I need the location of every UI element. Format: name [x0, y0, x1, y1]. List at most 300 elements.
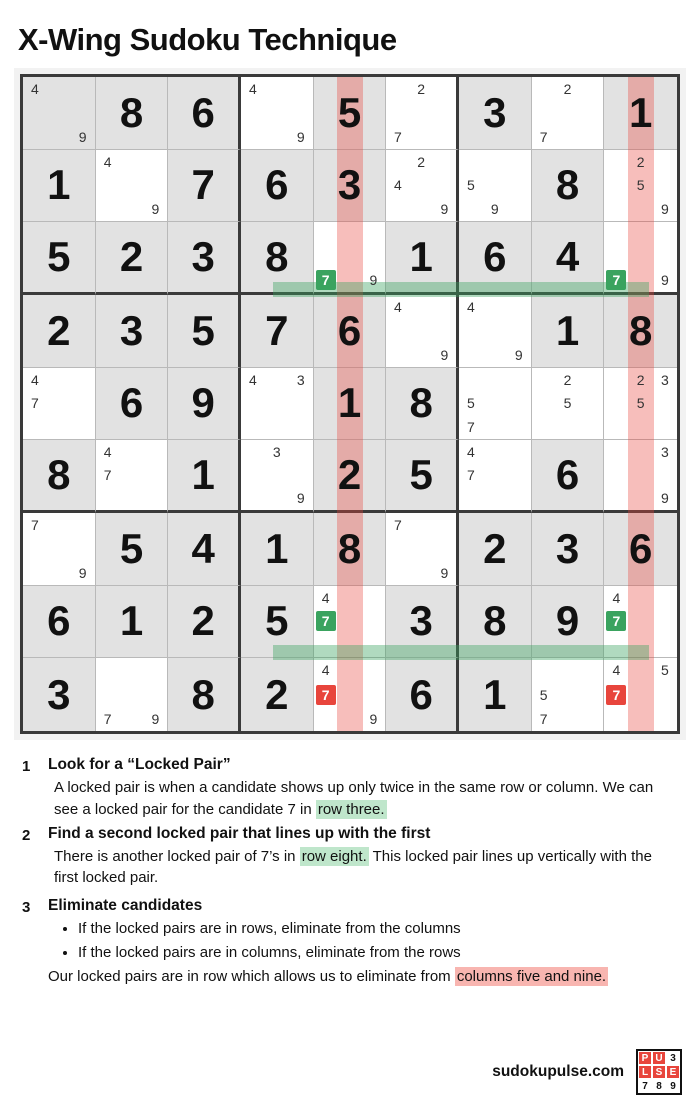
- bullet-item: • If the locked pairs are in rows, eliminate from the columns: [78, 918, 678, 941]
- cell-value: 8: [265, 233, 289, 281]
- candidate: 5: [467, 395, 475, 412]
- step-2: [22, 825, 678, 890]
- candidate: 4: [612, 589, 621, 606]
- candidate-highlight-green: 7: [316, 611, 336, 631]
- cell-value: 3: [409, 597, 433, 645]
- candidate: 4: [31, 371, 39, 388]
- sudoku-cell[interactable]: [314, 586, 387, 659]
- candidate: [579, 658, 603, 682]
- sudoku-cell[interactable]: [96, 513, 169, 586]
- candidate: [604, 368, 628, 392]
- candidate: [265, 392, 289, 416]
- candidate: 3: [296, 371, 305, 388]
- sudoku-cell[interactable]: [532, 658, 605, 731]
- sudoku-cell[interactable]: [23, 295, 96, 368]
- candidate: [604, 246, 628, 269]
- step-highlight: row eight.: [301, 847, 367, 865]
- candidate: 4: [467, 443, 475, 460]
- candidate: [338, 610, 362, 634]
- candidate: [361, 683, 385, 707]
- candidate: [629, 487, 653, 510]
- candidate: 7: [467, 419, 475, 436]
- sudoku-cell[interactable]: [241, 77, 314, 150]
- cell-value: 6: [47, 597, 71, 645]
- step-title: Find a second locked pair that lines up with the first: [48, 824, 431, 842]
- candidate: [579, 368, 603, 392]
- candidate: [604, 392, 628, 416]
- candidate: [71, 101, 95, 125]
- cell-value: 8: [409, 379, 433, 427]
- cell-value: 6: [409, 670, 433, 718]
- candidate: [556, 658, 580, 682]
- sudoku-cell[interactable]: [168, 222, 241, 295]
- candidate: [604, 707, 628, 731]
- candidate: [338, 222, 362, 245]
- candidate: [459, 319, 483, 343]
- candidate: [433, 150, 456, 174]
- candidate: 5: [563, 395, 572, 412]
- candidate: [71, 77, 95, 101]
- candidate: [47, 392, 71, 416]
- cell-value: 1: [265, 524, 289, 572]
- candidate: [604, 683, 628, 707]
- candidate: [604, 415, 628, 439]
- candidate: 4: [612, 662, 621, 679]
- sudoku-cell[interactable]: [532, 77, 605, 150]
- sudoku-cell[interactable]: [604, 222, 677, 295]
- candidate: [289, 392, 313, 416]
- sudoku-cell[interactable]: [604, 586, 677, 659]
- candidate: [71, 392, 95, 416]
- candidate: [629, 440, 653, 463]
- candidate: [338, 683, 362, 707]
- candidate: 7: [394, 128, 402, 145]
- cell-value: 2: [265, 670, 289, 718]
- candidate: [483, 343, 507, 367]
- sudoku-cell[interactable]: [459, 513, 532, 586]
- candidate: [96, 487, 120, 510]
- sudoku-cell[interactable]: [241, 295, 314, 368]
- sudoku-cell[interactable]: [96, 586, 169, 659]
- step-highlight: columns five and nine.: [456, 968, 607, 985]
- candidate: [241, 440, 265, 463]
- candidate-grid: [241, 368, 313, 440]
- sudoku-cell[interactable]: [532, 222, 605, 295]
- sudoku-cell[interactable]: [168, 658, 241, 731]
- candidate: [289, 77, 313, 101]
- sudoku-cell[interactable]: [96, 222, 169, 295]
- candidate: [120, 658, 144, 682]
- candidate-grid: [459, 368, 531, 440]
- sudoku-cell[interactable]: [459, 295, 532, 368]
- candidate: [629, 269, 653, 292]
- sudoku-cell[interactable]: [241, 150, 314, 223]
- candidate: [579, 392, 603, 416]
- cell-value: 4: [191, 524, 215, 572]
- candidate: [532, 77, 556, 101]
- candidate: [507, 415, 531, 439]
- candidate: 2: [563, 371, 572, 388]
- candidate-highlight-green: 7: [606, 270, 626, 290]
- sudoku-cell[interactable]: [459, 150, 532, 223]
- sudoku-cell[interactable]: [23, 513, 96, 586]
- sudoku-cell[interactable]: [314, 368, 387, 441]
- sudoku-cell[interactable]: [23, 368, 96, 441]
- sudoku-cell[interactable]: [23, 658, 96, 731]
- sudoku-cell[interactable]: [386, 440, 459, 513]
- candidate: 5: [539, 686, 548, 703]
- sudoku-cell[interactable]: [386, 368, 459, 441]
- candidate: 2: [417, 80, 426, 97]
- candidate: 7: [103, 710, 112, 727]
- candidate: [410, 343, 433, 367]
- candidate: [483, 319, 507, 343]
- candidate: 3: [272, 443, 281, 460]
- candidate: [361, 222, 385, 245]
- sudoku-cell[interactable]: [532, 586, 605, 659]
- candidate: [604, 222, 628, 245]
- candidate: [386, 561, 409, 585]
- candidate: [71, 537, 95, 561]
- sudoku-cell[interactable]: [168, 586, 241, 659]
- candidate: [386, 150, 409, 174]
- cell-value: 5: [191, 306, 215, 354]
- candidate-grid: [386, 295, 456, 367]
- candidate: 9: [490, 201, 499, 218]
- candidate: [71, 513, 95, 537]
- candidate: [556, 101, 580, 125]
- sudoku-cell[interactable]: [168, 368, 241, 441]
- candidate: [314, 707, 338, 731]
- candidate: 9: [660, 272, 669, 289]
- sudoku-cell[interactable]: [459, 368, 532, 441]
- candidate: [265, 464, 289, 487]
- candidate: [604, 174, 628, 198]
- sudoku-cell[interactable]: [459, 658, 532, 731]
- candidate: [653, 586, 677, 610]
- sudoku-cell[interactable]: [314, 77, 387, 150]
- candidate-grid: [314, 658, 386, 731]
- sudoku-cell[interactable]: [314, 440, 387, 513]
- sudoku-cell[interactable]: [314, 150, 387, 223]
- candidate-grid: [604, 222, 677, 292]
- candidate: [483, 368, 507, 392]
- sudoku-cell[interactable]: [96, 77, 169, 150]
- candidate: [96, 174, 120, 198]
- candidate: 2: [563, 80, 572, 97]
- candidate: 9: [440, 564, 449, 581]
- candidate: [410, 513, 433, 537]
- sudoku-cell[interactable]: [241, 368, 314, 441]
- candidate: [604, 440, 628, 463]
- candidate: [604, 633, 628, 657]
- candidate: [532, 101, 556, 125]
- candidate: 7: [467, 467, 475, 484]
- candidate-grid: [96, 658, 168, 731]
- candidate: [410, 537, 433, 561]
- step-title: Eliminate candidates: [48, 897, 203, 914]
- candidate: [604, 150, 628, 174]
- footer: [492, 1049, 682, 1095]
- cell-value: 2: [337, 451, 362, 499]
- cell-value: 7: [191, 161, 215, 209]
- candidate: 4: [249, 80, 257, 97]
- sudoku-cell[interactable]: [241, 586, 314, 659]
- candidate: [604, 487, 628, 510]
- sudoku-cell[interactable]: [604, 295, 677, 368]
- cell-value: 8: [555, 161, 580, 209]
- candidate: 9: [369, 710, 378, 727]
- sudoku-cell[interactable]: [23, 222, 96, 295]
- cell-value: 8: [47, 451, 71, 499]
- candidate: [653, 174, 677, 198]
- candidate-grid: [604, 150, 677, 222]
- candidate: [556, 683, 580, 707]
- sudoku-cell[interactable]: [168, 513, 241, 586]
- candidate: [314, 222, 338, 245]
- candidate: [241, 125, 265, 149]
- sudoku-cell[interactable]: [459, 586, 532, 659]
- candidate-highlight-red: 7: [606, 685, 626, 705]
- candidate: [289, 464, 313, 487]
- cell-value: 3: [555, 524, 580, 572]
- candidate-grid: [241, 77, 313, 149]
- sudoku-cell[interactable]: [96, 150, 169, 223]
- sudoku-cell[interactable]: [604, 658, 677, 731]
- sudoku-cell[interactable]: [604, 368, 677, 441]
- candidate: 9: [151, 710, 160, 727]
- sudoku-cell[interactable]: [386, 222, 459, 295]
- candidate: [143, 440, 167, 463]
- candidate: [47, 415, 71, 439]
- sudoku-cell[interactable]: [386, 586, 459, 659]
- cell-value: 9: [191, 379, 215, 427]
- candidate: [629, 633, 653, 657]
- sudoku-cell[interactable]: [604, 513, 677, 586]
- sudoku-cell[interactable]: [241, 440, 314, 513]
- cell-value: 3: [47, 670, 71, 718]
- candidate: [507, 319, 531, 343]
- sudoku-cell[interactable]: [314, 295, 387, 368]
- candidate-grid: [314, 586, 386, 658]
- candidate: [579, 125, 603, 149]
- candidate: [653, 222, 677, 245]
- cell-value: 5: [337, 88, 362, 136]
- candidate: 9: [660, 490, 669, 507]
- sudokupulse-logo: [636, 1049, 682, 1095]
- sudoku-cell[interactable]: [386, 658, 459, 731]
- candidate-grid: [532, 368, 604, 440]
- candidate: [47, 368, 71, 392]
- candidate: [653, 683, 677, 707]
- sudoku-cell[interactable]: [532, 440, 605, 513]
- sudoku-cell[interactable]: [168, 440, 241, 513]
- sudoku-cell[interactable]: [241, 222, 314, 295]
- candidate: 4: [249, 371, 257, 388]
- candidate: 5: [660, 662, 669, 679]
- candidate: [556, 707, 580, 731]
- sudoku-cell[interactable]: [96, 295, 169, 368]
- candidate: [71, 368, 95, 392]
- candidate: 5: [636, 395, 645, 412]
- candidate: [386, 319, 409, 343]
- sudoku-cell[interactable]: [241, 658, 314, 731]
- sudoku-cell[interactable]: [604, 77, 677, 150]
- candidate: [241, 392, 265, 416]
- candidate: [410, 197, 433, 221]
- candidate: [507, 487, 531, 510]
- step-text-after: This locked pair lines up vertically with the first locked pair.: [54, 847, 652, 887]
- sudoku-cell[interactable]: [168, 295, 241, 368]
- candidate: [120, 150, 144, 174]
- candidate: [241, 101, 265, 125]
- sudoku-cell[interactable]: [459, 440, 532, 513]
- candidate: [338, 707, 362, 731]
- sudoku-cell[interactable]: [23, 150, 96, 223]
- sudoku-cell[interactable]: [96, 368, 169, 441]
- candidate: 2: [417, 153, 426, 170]
- sudoku-cell[interactable]: [604, 440, 677, 513]
- candidate: [23, 415, 47, 439]
- candidate: [483, 174, 507, 198]
- candidate: 3: [660, 443, 669, 460]
- logo-cell: E: [666, 1065, 680, 1079]
- sudoku-cell[interactable]: [532, 368, 605, 441]
- candidate-highlight-red: 7: [316, 685, 336, 705]
- sudoku-cell[interactable]: [23, 586, 96, 659]
- candidate: [653, 150, 677, 174]
- sudoku-cell[interactable]: [532, 295, 605, 368]
- candidate-grid: [386, 77, 456, 149]
- cell-value: 6: [337, 306, 362, 354]
- sudoku-cell[interactable]: [314, 513, 387, 586]
- logo-cell: 8: [652, 1079, 666, 1093]
- logo-cell: U: [652, 1051, 666, 1065]
- logo-cell: 3: [666, 1051, 680, 1065]
- candidate: [241, 415, 265, 439]
- candidate: [47, 537, 71, 561]
- cell-value: 1: [483, 670, 507, 718]
- candidate: [604, 464, 628, 487]
- sudoku-cell[interactable]: [23, 77, 96, 150]
- candidate: [289, 415, 313, 439]
- candidate: [143, 487, 167, 510]
- candidate: [265, 415, 289, 439]
- sudoku-cell[interactable]: [241, 513, 314, 586]
- candidate: [629, 222, 653, 245]
- step-3: [22, 897, 678, 988]
- sudoku-cell[interactable]: [23, 440, 96, 513]
- candidate: [483, 487, 507, 510]
- candidate: 4: [394, 298, 402, 315]
- candidate: 9: [369, 272, 378, 289]
- sudoku-cell[interactable]: [532, 150, 605, 223]
- sudoku-cell[interactable]: [604, 150, 677, 223]
- candidate: [433, 513, 456, 537]
- sudoku-cell[interactable]: [168, 77, 241, 150]
- sudoku-cell[interactable]: [386, 513, 459, 586]
- candidate: [265, 77, 289, 101]
- sudoku-cell[interactable]: [386, 77, 459, 150]
- candidate: [241, 464, 265, 487]
- step-highlight: row three.: [317, 800, 385, 818]
- sudoku-cell[interactable]: [459, 77, 532, 150]
- cell-value: 4: [555, 233, 580, 281]
- candidate: [265, 368, 289, 392]
- candidate: [459, 197, 483, 221]
- candidate: 4: [467, 298, 475, 315]
- sudoku-cell[interactable]: [168, 150, 241, 223]
- logo-cell: L: [638, 1065, 652, 1079]
- candidate-highlight-green: 7: [316, 270, 336, 290]
- candidate: [459, 368, 483, 392]
- candidate: [532, 368, 556, 392]
- candidate: [314, 610, 338, 634]
- candidate: [47, 77, 71, 101]
- candidate: [289, 440, 313, 463]
- candidate: 7: [394, 516, 402, 533]
- sudoku-cell[interactable]: [459, 222, 532, 295]
- cell-value: 6: [628, 524, 653, 572]
- candidate: [47, 513, 71, 537]
- candidate: [410, 101, 433, 125]
- cell-value: 5: [409, 451, 433, 499]
- sudoku-cell[interactable]: [532, 513, 605, 586]
- candidate: [579, 707, 603, 731]
- candidate: [507, 295, 531, 319]
- candidate: 7: [103, 467, 112, 484]
- candidate: [143, 174, 167, 198]
- candidate: [629, 707, 653, 731]
- candidate: 9: [514, 346, 523, 363]
- cell-value: 8: [483, 597, 507, 645]
- candidate: [433, 319, 456, 343]
- candidate: [386, 537, 409, 561]
- logo-cell: P: [638, 1051, 652, 1065]
- sudoku-cell[interactable]: [386, 150, 459, 223]
- candidate: [410, 561, 433, 585]
- candidate: [433, 101, 456, 125]
- sudoku-cell[interactable]: [96, 658, 169, 731]
- candidate: 4: [103, 443, 112, 460]
- candidate: 7: [31, 395, 39, 412]
- sudoku-cell[interactable]: [314, 658, 387, 731]
- candidate: 7: [31, 516, 39, 533]
- sudoku-grid[interactable]: [20, 74, 680, 734]
- sudoku-cell[interactable]: [386, 295, 459, 368]
- step-text: [48, 777, 678, 821]
- candidate: 7: [539, 128, 548, 145]
- cell-value: 3: [337, 161, 362, 209]
- candidate: [265, 101, 289, 125]
- candidate-grid: [96, 150, 168, 222]
- candidate: 9: [440, 346, 449, 363]
- cell-value: 3: [483, 88, 507, 136]
- cell-value: 8: [628, 306, 653, 354]
- sudoku-cell[interactable]: [314, 222, 387, 295]
- candidate-grid: [314, 222, 386, 292]
- candidate: [483, 392, 507, 416]
- step-text-before: A locked pair is when a candidate shows up only twice in the same row or column. We can see a locked pair for the candidate 7 in: [54, 779, 654, 818]
- candidate: [120, 174, 144, 198]
- candidate: [579, 101, 603, 125]
- candidate: [483, 464, 507, 487]
- step-text-before: Our locked pairs are in row which allows us to eliminate from: [48, 968, 455, 985]
- candidate: [361, 586, 385, 610]
- sudoku-cell[interactable]: [96, 440, 169, 513]
- candidate: [120, 464, 144, 487]
- candidate: [459, 487, 483, 510]
